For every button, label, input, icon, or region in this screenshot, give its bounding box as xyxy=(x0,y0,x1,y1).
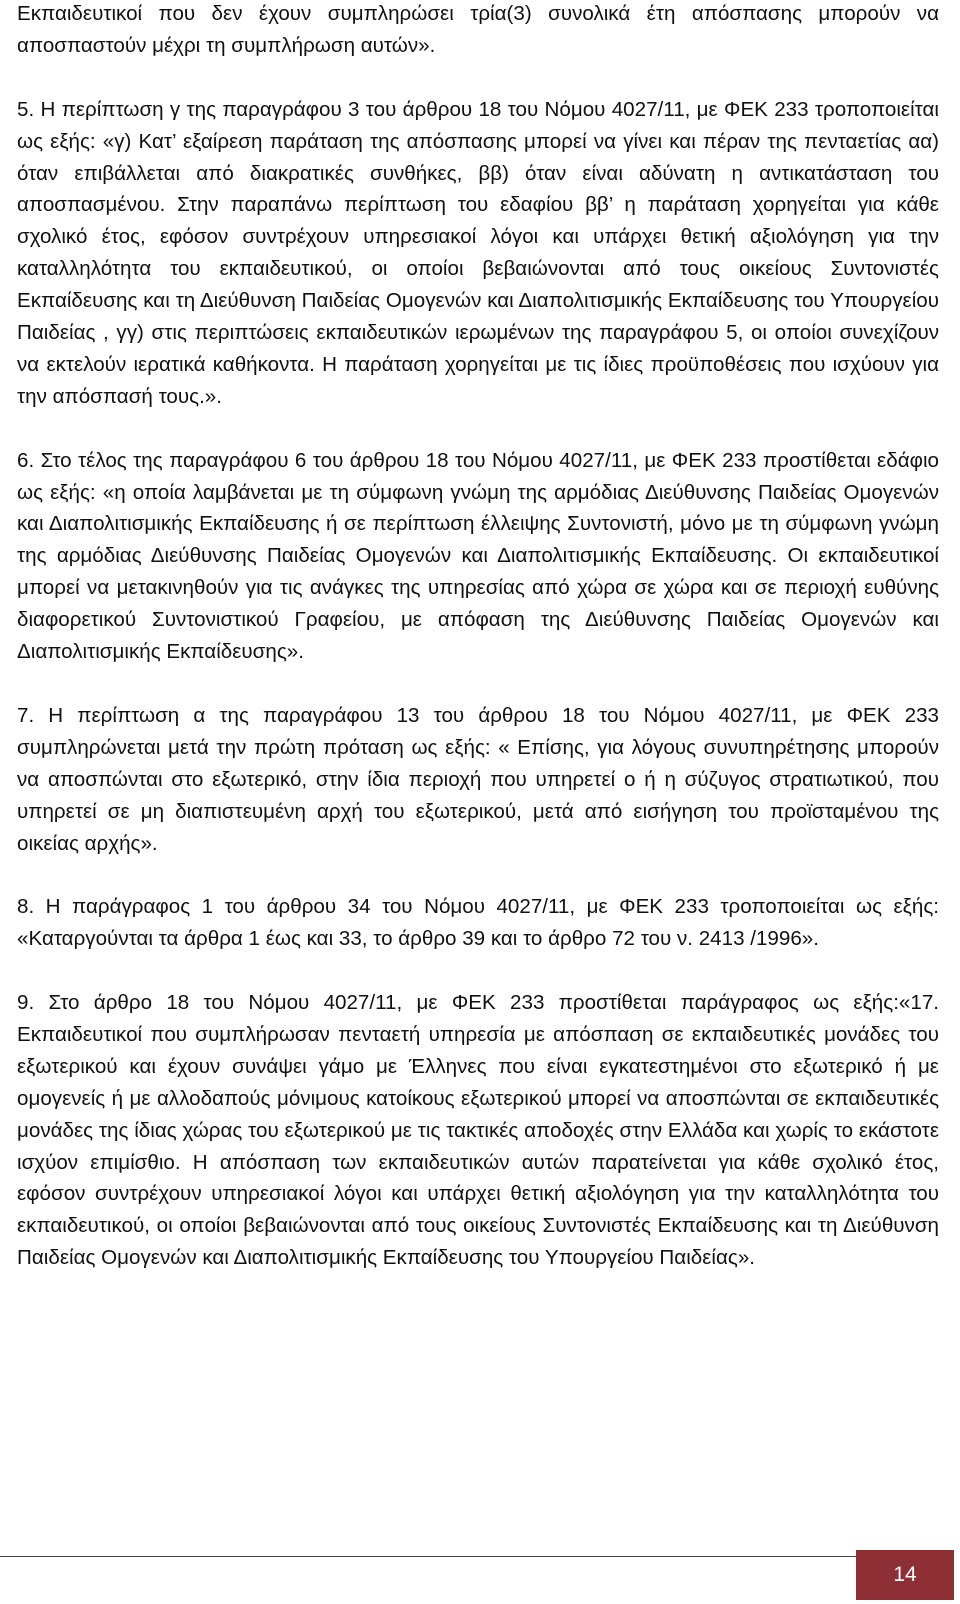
paragraph-continuation: Εκπαιδευτικοί που δεν έχουν συμπληρώσει τρία(3) συνολικά έτη απόσπασης μπορούν να αποσπαστούν μέχρι τη συμπλήρωση αυτών». xyxy=(17,2,939,57)
paragraph-6: 6. Στο τέλος της παραγράφου 6 του άρθρου 18 του Νόμου 4027/11, με ΦΕΚ 233 προστίθεται εδάφιο ως εξής: «η οποία λαμβάνεται με τη σύμφωνη γνώμη της αρμόδιας Διεύθυνσης Παιδείας Ομογενών και Διαπολιτισμικής Εκπαίδευσης ή σε περίπτωση έλλειψης Συντονιστή, μόνο με τη σύμφωνη γνώμη της αρμόδιας Διεύθυνσης Παιδείας Ομογενών και Διαπολιτισμικής Εκπαίδευσης. Οι εκπαιδευτικοί μπορεί να μετακινηθούν για τις ανάγκες της υπηρεσίας από χώρα σε χώρα και σε περιοχή ευθύνης διαφορετικού Συντονιστικού Γραφείου, με απόφαση της Διεύθυνσης Παιδείας Ομογενών και Διαπολιτισμικής Εκπαίδευσης». xyxy=(17,448,939,664)
paragraph-5: 5. Η περίπτωση γ της παραγράφου 3 του άρθρου 18 του Νόμου 4027/11, με ΦΕΚ 233 τροποποιείται ως εξής: «γ) Κατ’ εξαίρεση παράταση της απόσπασης μπορεί να γίνει και πέραν της πενταετίας αα) όταν επιβάλλεται από διακρατικές συνθήκες, ββ) όταν είναι αδύνατη η αντικατάσταση του αποσπασμένου. Στην παραπάνω περίπτωση του εδαφίου ββ’ η παράταση χορηγείται για κάθε σχολικό έτος, εφόσον συντρέχουν υπηρεσιακοί λόγοι και υπάρχει θετική αξιολόγηση για την καταλληλότητα του εκπαιδευτικού, οι οποίοι βεβαιώνονται από τους οικείους Συντονιστές Εκπαίδευσης και τη Διεύθυνση Παιδείας Ομογενών και Διαπολιτισμικής Εκπαίδευσης του Υπουργείου Παιδείας , γγ) στις περιπτώσεις εκπαιδευτικών ιερωμένων της παραγράφου 5, οι οποίοι συνεχίζουν να εκτελούν ιερατικά καθήκοντα. Η παράταση χορηγείται με τις ίδιες προϋποθέσεις που ισχύουν για την απόσπασή τους.». xyxy=(17,97,939,408)
page-footer xyxy=(0,1550,960,1604)
paragraph-8: 8. Η παράγραφος 1 του άρθρου 34 του Νόμου 4027/11, με ΦΕΚ 233 τροποποιείται ως εξής: «Καταργούνται τα άρθρα 1 έως και 33, το άρθρο 39 και το άρθρο 72 του ν. 2413 /1996». xyxy=(17,895,939,951)
footer-divider xyxy=(0,1556,856,1557)
page-number: 14 xyxy=(856,1550,954,1600)
paragraph-9: 9. Στο άρθρο 18 του Νόμου 4027/11, με ΦΕΚ 233 προστίθεται παράγραφος ως εξής:«17. Εκπαιδευτικοί που συμπλήρωσαν πενταετή υπηρεσία με απόσπαση σε εκπαιδευτικές μονάδες του εξωτερικού και έχουν συνάψει γάμο με Έλληνες που είναι εγκατεστημένοι στο εξωτερικό ή με ομογενείς ή με αλλοδαπούς μόνιμους κατοίκους εξωτερικού μπορεί να αποσπώνται σε εκπαιδευτικές μονάδες της ίδιας χώρας του εξωτερικού με τις τακτικές αποδοχές στην Ελλάδα και χωρίς το εκάστοτε ισχύον επιμίσθιο. Η απόσπαση των εκπαιδευτικών αυτών παρατείνεται για κάθε σχολικό έτος, εφόσον συντρέχουν υπηρεσιακοί λόγοι και υπάρχει θετική αξιολόγηση για την καταλληλότητα του εκπαιδευτικού, οι οποίοι βεβαιώνονται από τους οικείους Συντονιστές Εκπαίδευσης και τη Διεύθυνση Παιδείας Ομογενών και Διαπολιτισμικής Εκπαίδευσης του Υπουργείου Παιδείας». xyxy=(17,991,939,1270)
document-body xyxy=(17,0,939,1274)
paragraph-7: 7. Η περίπτωση α της παραγράφου 13 του άρθρου 18 του Νόμου 4027/11, με ΦΕΚ 233 συμπληρώνεται μετά την πρώτη πρόταση ως εξής: « Επίσης, για λόγους συνυπηρέτησης μπορούν να αποσπώνται στο εξωτερικό, στην ίδια περιοχή που υπηρετεί ο ή η σύζυγος στρατιωτικού, που υπηρετεί σε μη διαπιστευμένη αρχή του εξωτερικού, μετά από εισήγηση του προϊσταμένου της οικείας αρχής». xyxy=(17,703,939,855)
